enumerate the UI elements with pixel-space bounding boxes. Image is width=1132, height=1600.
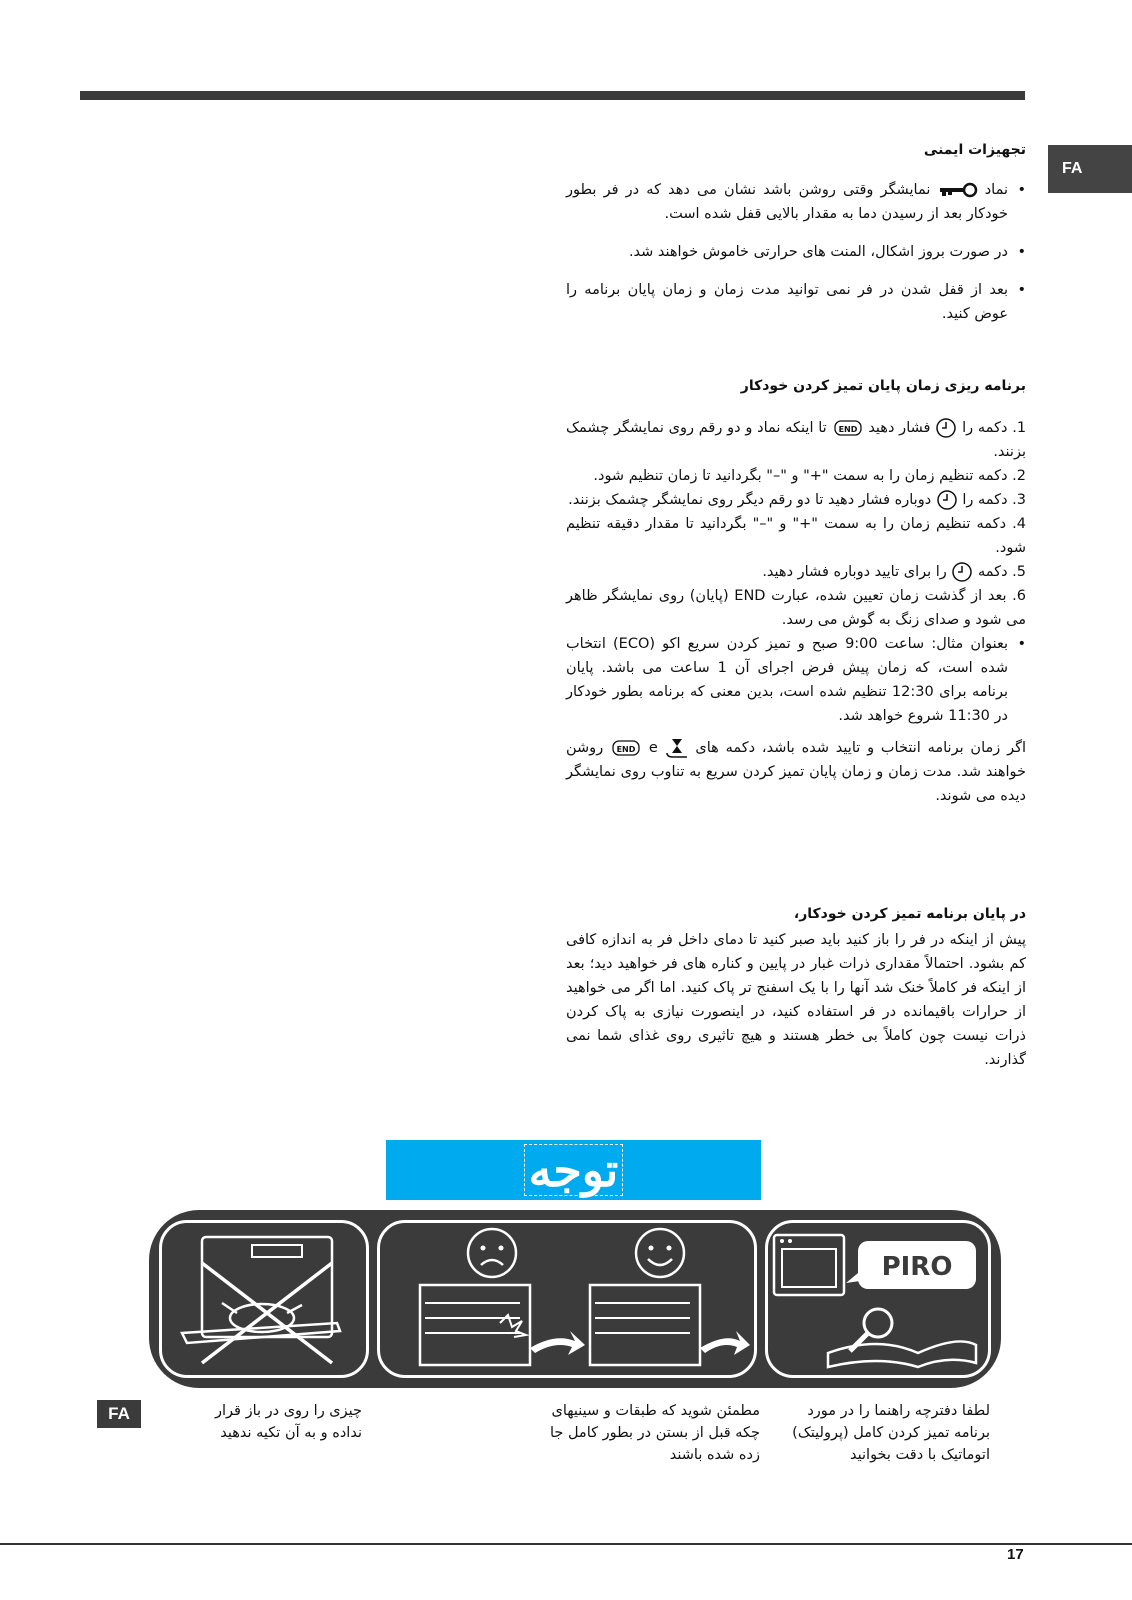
safety-bullet-1: • نماد نمایشگر وقتی روشن باشد نشان می دهد که در فر بطور خودکار بعد از رسیدن دما به مقدار بالایی قفل شده است. [566, 178, 1026, 226]
end-heading: در پایان برنامه تمیز کردن خودکار، [793, 906, 1026, 922]
program-step-5: 5. دکمه را برای تایید دوباره فشار دهید. [566, 560, 1026, 584]
lock-key-icon [938, 182, 978, 198]
caption-racks: مطمئن شوید که طبقات و سینیهای چکه قبل از بستن در بطور کامل جا زده شده باشند [549, 1403, 760, 1463]
card-read-manual [765, 1220, 991, 1378]
card-racks [377, 1220, 757, 1378]
card-no-objects [159, 1220, 369, 1378]
warning-banner [386, 1140, 761, 1200]
program-example: • بعنوان مثال: ساعت 9:00 صبح و تمیز کردن سریع اکو (ECO) انتخاب شده است، که زمان پیش فرض اجرای آن 1 ساعت می باشد. پایان برنامه برای 12:30 تنظیم شده است، بدین معنی که برنامه بطور خودکار در 11:30 شروع خواهد شد. [566, 632, 1026, 728]
safety-bullet-3: • بعد از قفل شدن در فر نمی توانید مدت زمان و زمان پایان برنامه را عوض کنید. [566, 278, 1026, 326]
svg-text:END: END [616, 745, 636, 754]
caption-read-manual: لطفا دفترچه راهنما را در مورد برنامه تمیز کردن کامل (پرولیتک) اتوماتیک با دقت بخوانید [792, 1403, 990, 1463]
end-icon [610, 738, 642, 758]
no-objects-on-door-icon [162, 1223, 366, 1375]
program-step-2: 2. دکمه تنظیم زمان را به سمت "+" و "–" بگردانید تا زمان تنظیم شود. [593, 468, 1026, 484]
program-step-3: 3. دکمه را دوباره فشار دهید تا دو رقم دیگر روی نمایشگر چشمک بزنند. [566, 488, 1026, 512]
program-note: اگر زمان برنامه انتخاب و تایید شده باشد، دکمه های e END روشن خواهند شد. مدت زمان و زمان پایان تمیز کردن سریع به تناوب روی نمایشگر دیده می شوند. [566, 736, 1026, 808]
warning-title: توجه [524, 1144, 624, 1196]
program-heading: برنامه ریزی زمان پایان تمیز کردن خودکار [740, 378, 1026, 394]
program-step-4: 4. دکمه تنظیم زمان را به سمت "+" و "–" بگردانید تا مقدار دقیقه تنظیم شود. [566, 516, 1026, 556]
piro-label: PIRO [881, 1252, 953, 1282]
end-section [566, 906, 1026, 1072]
end-icon [832, 418, 864, 438]
pictogram-panel [149, 1210, 1001, 1388]
safety-section [566, 142, 1026, 326]
safety-heading: تجهیزات ایمنی [923, 142, 1026, 158]
program-section [566, 378, 1026, 808]
read-manual-icon [768, 1223, 988, 1375]
svg-text:END: END [838, 425, 857, 434]
safety-bullet-2: • در صورت بروز اشکال، المنت های حرارتی خاموش خواهند شد. [566, 240, 1026, 264]
program-step-6: 6. بعد از گذشت زمان تعیین شده، عبارت END (پایان) روی نمایشگر ظاهر می شود و صدای زنگ به گوش می رسد. [566, 588, 1026, 628]
page-number: 17 [1007, 1546, 1024, 1563]
footer-language-box: FA [97, 1400, 141, 1428]
clock-icon [935, 417, 957, 439]
clock-icon [951, 561, 973, 583]
bottom-rule [0, 1543, 1132, 1545]
top-rule [80, 91, 1025, 100]
caption-no-objects: چیزی را روی در باز قرار نداده و به آن تکیه ندهید [215, 1403, 362, 1441]
program-step-1: 1. دکمه را فشار دهید END تا اینکه نماد و دو رقم روی نمایشگر چشمک بزنند. [566, 416, 1026, 464]
hourglass-icon [665, 737, 689, 759]
racks-inserted-icon [380, 1223, 754, 1375]
clock-icon [936, 489, 958, 511]
end-text: پیش از اینکه در فر را باز کنید باید صبر کنید تا دمای داخل فر به اندازه کافی کم بشود. احتمالاً مقداری ذرات غبار در پایین و کناره های فر خواهید دید؛ بعد از اینکه فر کاملاً خنک شد آنها را با یک اسفنج تر پاک کنید. اما اگر می خواهید از حرارات باقیمانده در فر استفاده کنید، در اینصورت نیازی به پاک کردن ذرات نیست چون کاملاً بی خطر هستند و هیچ تاثیری روی غذای شما نمی گذارند. [566, 932, 1026, 1068]
language-tab: FA [1048, 145, 1132, 193]
